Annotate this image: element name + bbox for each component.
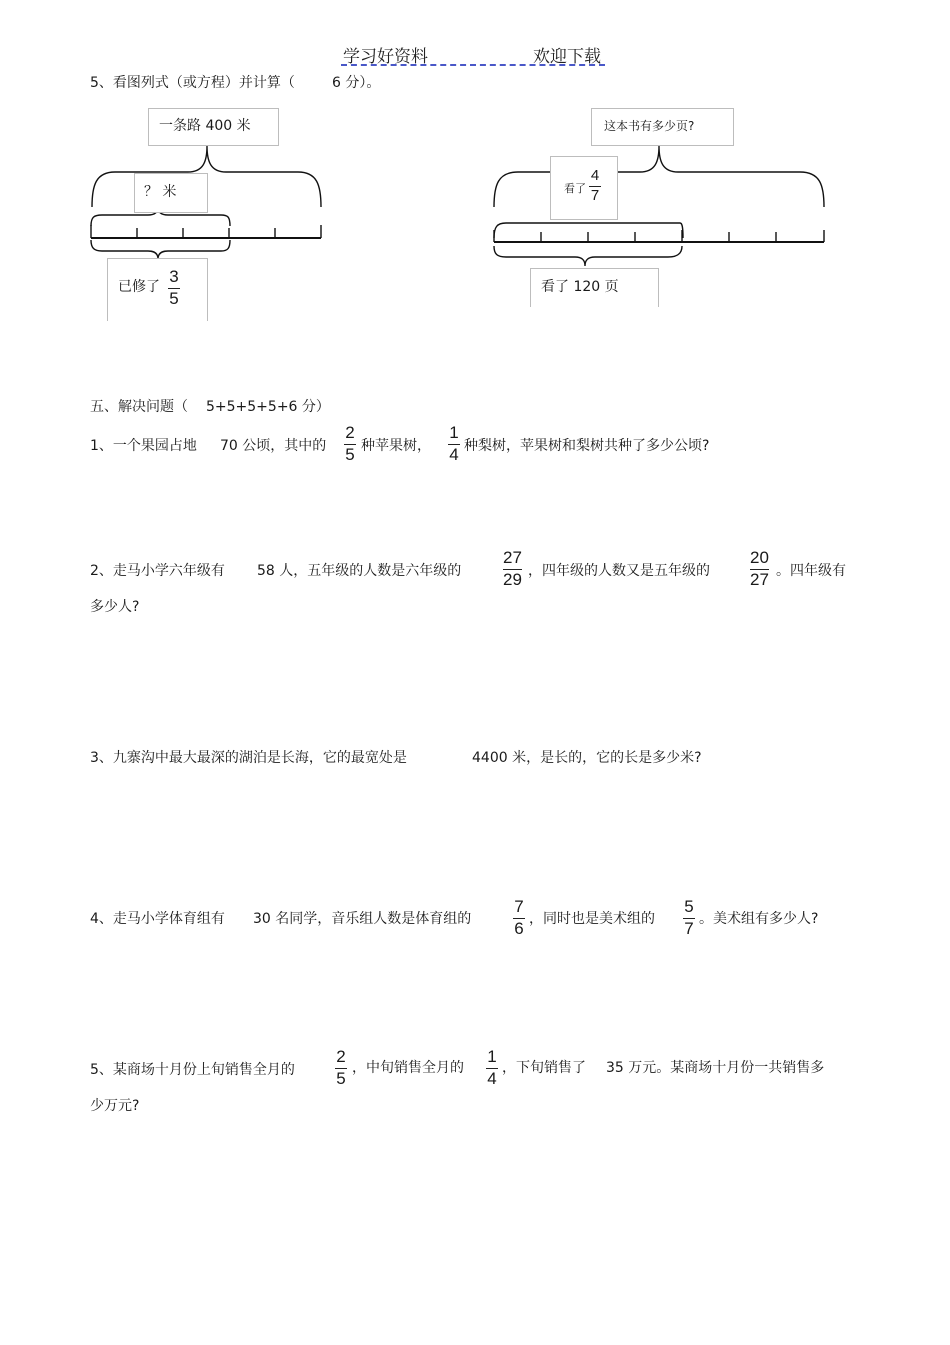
p2-text-a: 2、走马小学六年级有 [90, 563, 225, 579]
fraction-numerator: 5 [684, 897, 694, 916]
book-part-fraction [589, 168, 601, 204]
book-part-label: 看了 [564, 182, 586, 195]
p4-text-c: ，同时也是美术组的 [529, 911, 655, 927]
fraction-denominator: 27 [750, 570, 769, 589]
book-diagram [494, 146, 824, 266]
fraction-numerator: 2 [336, 1047, 346, 1066]
p2-fraction-2 [750, 549, 769, 589]
p5-fraction-1 [335, 1048, 347, 1088]
fraction-denominator: 5 [336, 1069, 346, 1088]
fraction-numerator: 4 [590, 167, 600, 184]
book-ticks [494, 230, 824, 242]
p1-fraction-1 [344, 424, 356, 464]
p5-text-b: ，中旬销售全月的 [352, 1060, 464, 1076]
fraction-numerator: 1 [449, 423, 459, 442]
p5-text-c: ，下旬销售了 [502, 1060, 586, 1076]
header-right: 欢迎下载 [533, 47, 601, 67]
book-read-brace [494, 246, 682, 266]
p5-text-d: 35 万元。某商场十月份一共销售多 [606, 1060, 825, 1076]
book-read-label: 看了 120 页 [541, 279, 619, 295]
p4-fraction-1 [513, 898, 525, 938]
p1-fraction-2 [448, 424, 460, 464]
road-total-label: 一条路 400 米 [159, 118, 251, 134]
q5-score: 6 分）。 [332, 75, 381, 91]
p1-text-c: 种苹果树， [361, 438, 431, 454]
fraction-numerator: 7 [514, 897, 524, 916]
fraction-denominator: 6 [514, 919, 524, 938]
road-unknown-label: ？ 米 [144, 184, 177, 200]
p4-text-a: 4、走马小学体育组有 [90, 911, 225, 927]
p5-text-a: 5、某商场十月份上旬销售全月的 [90, 1062, 295, 1078]
p4-fraction-2 [683, 898, 695, 938]
fraction-numerator: 27 [503, 548, 522, 567]
p3-text-b: 4400 米，是长的，它的长是多少米? [472, 750, 702, 766]
p2-text-b: 58 人，五年级的人数是六年级的 [257, 563, 462, 579]
p5-text-e: 少万元? [90, 1098, 140, 1114]
road-done-fraction [168, 268, 180, 308]
p2-fraction-1 [503, 549, 522, 589]
p4-text-d: 。美术组有多少人? [699, 911, 819, 927]
fraction-denominator: 29 [503, 570, 522, 589]
fraction-denominator: 4 [487, 1069, 497, 1088]
section-title: 五、解决问题（ [90, 399, 188, 415]
fraction-denominator: 4 [449, 445, 459, 464]
section-score: 5+5+5+5+6 分） [206, 399, 330, 415]
p2-text-d: 。四年级有 [776, 563, 846, 579]
p3-text-a: 3、九寨沟中最大最深的湖泊是长海，它的最宽处是 [90, 750, 407, 766]
book-total-brace [494, 146, 824, 207]
p1-text-b: 70 公顷，其中的 [220, 438, 327, 454]
fraction-numerator: 2 [345, 423, 355, 442]
fraction-numerator: 20 [750, 548, 769, 567]
fraction-denominator: 7 [684, 919, 694, 938]
fraction-denominator: 5 [169, 289, 179, 308]
q5-title: 5、看图列式（或方程）并计算（ [90, 75, 295, 91]
p1-text-d: 种梨树，苹果树和梨树共种了多少公顷? [464, 438, 710, 454]
fraction-denominator: 5 [345, 445, 355, 464]
p1-text-a: 1、一个果园占地 [90, 438, 197, 454]
header-left: 学习好资料 [343, 47, 428, 67]
p4-text-b: 30 名同学，音乐组人数是体育组的 [253, 911, 472, 927]
fraction-numerator: 3 [169, 267, 179, 286]
road-done-label: 已修了 [118, 279, 160, 295]
p2-text-e: 多少人? [90, 599, 140, 615]
p5-fraction-2 [486, 1048, 498, 1088]
road-ticks [91, 225, 321, 238]
book-total-label: 这本书有多少页? [604, 119, 695, 133]
fraction-denominator: 7 [590, 187, 600, 204]
road-done-brace [91, 240, 230, 259]
fraction-numerator: 1 [487, 1047, 497, 1066]
p2-text-c: ，四年级的人数又是五年级的 [528, 563, 710, 579]
